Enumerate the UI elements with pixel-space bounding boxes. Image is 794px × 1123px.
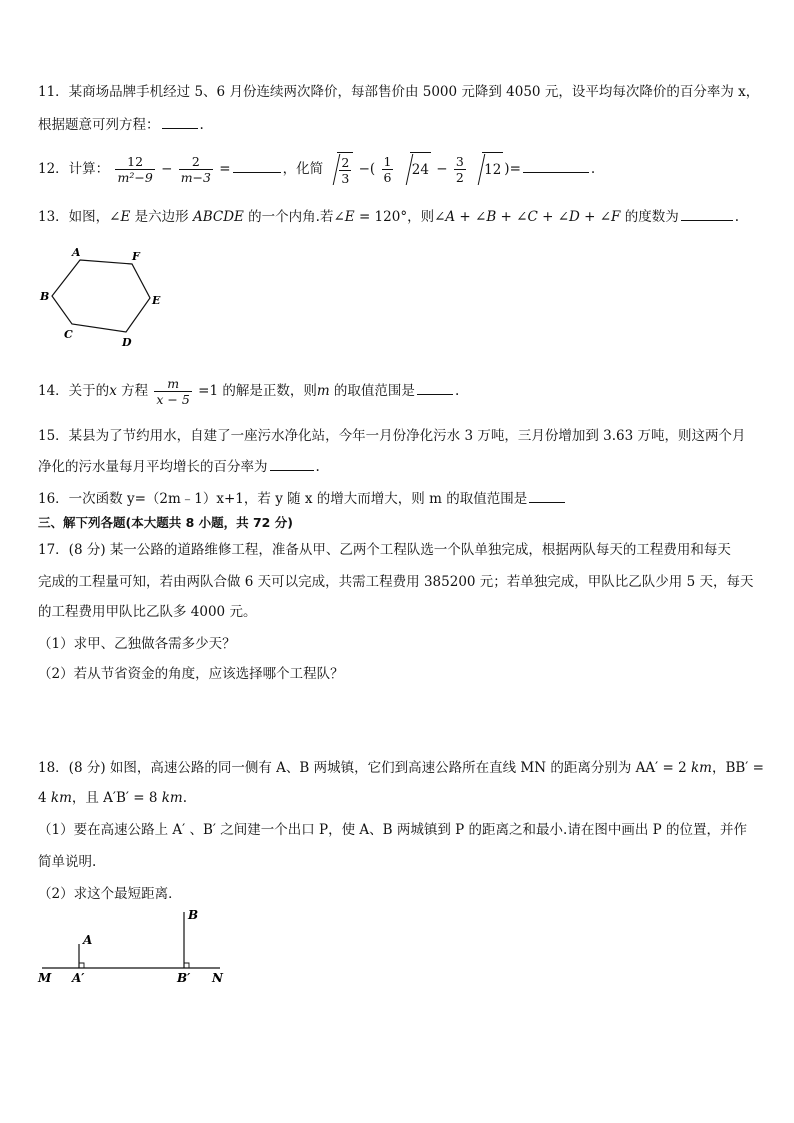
q14-post2: 的取值范围是 — [329, 383, 415, 399]
q12-line — [38, 152, 595, 187]
q12-answer-blank-1[interactable] — [233, 158, 281, 173]
q17-line2: 完成的工程量可知，若由两队合做 6 天可以完成，共需工程费用 385200 元；若单独完成，甲队比乙队少用 5 天，每天 — [38, 574, 754, 590]
q12-mid: ，化简 — [282, 161, 324, 177]
q12-r12: 12 — [482, 152, 503, 187]
q13-end: . — [734, 209, 739, 225]
q12-fraction-1 — [115, 154, 154, 185]
q14-post1: =1 的解是正数，则 — [193, 383, 317, 399]
q13-sum: A + ∠B + ∠C + ∠D + ∠F — [445, 209, 621, 225]
q13-pre: 13．如图，∠ — [38, 209, 121, 225]
q12-f1-den: m²−9 — [117, 170, 153, 185]
q12-minus: − — [161, 161, 173, 177]
q12-f2-num: 2 — [179, 154, 213, 170]
figure-label-a-prime: A′ — [72, 971, 85, 985]
q13-mid2: 的一个内角.若∠ — [243, 209, 345, 225]
q14-line — [38, 374, 459, 408]
q15-answer-blank[interactable] — [270, 456, 314, 471]
q12-equals: = — [219, 161, 231, 177]
q11-answer-blank[interactable] — [162, 114, 198, 129]
right-angle-b — [184, 963, 189, 968]
figure-label-a: A — [83, 933, 93, 947]
q12-r1-num: 2 — [341, 155, 350, 170]
figure-label-n: N — [212, 971, 223, 985]
hexagon-label-e: E — [152, 294, 161, 307]
q14-pre: 14．关于的 — [38, 383, 110, 399]
hexagon-label-f: F — [132, 250, 140, 263]
q18-line2-b: ，且 A′B′ = 8 — [71, 790, 162, 806]
q17-sub1: （1）求甲、乙独做各需多少天？ — [38, 636, 236, 652]
q14-fraction — [154, 376, 191, 407]
hexagon-label-c: C — [64, 328, 73, 341]
figure-label-b-prime: B′ — [177, 971, 191, 985]
q18-line1-mid: ，BB′ = — [711, 760, 764, 776]
q13-mid1: 是六边形 — [130, 209, 193, 225]
q14-end: . — [454, 383, 460, 399]
q12-f2-den: m−3 — [180, 170, 211, 185]
q12-radical-12 — [473, 152, 503, 187]
q12-f1-num: 12 — [115, 154, 154, 170]
q11-end: . — [199, 117, 204, 133]
q15-end: . — [315, 459, 320, 475]
q13-hex: ABCDE — [192, 209, 244, 225]
q12-end: . — [590, 161, 596, 177]
q14-num: m — [154, 376, 191, 392]
figure-label-m: M — [38, 971, 52, 985]
q15-line2-text: 净化的污水量每月平均增长的百分率为 — [38, 459, 268, 475]
q18-line1-text: 18．(8 分) 如图，高速公路的同一侧有 A、B 两城镇，它们到高速公路所在直线 MN 的距离分别为 AA′ = 2 — [38, 760, 691, 776]
q17-line1: 17．(8 分) 某一公路的道路维修工程，准备从甲、乙两个工程队选一个队单独完成，根据两队每天的工程费用和每天 — [38, 542, 731, 558]
q11-line1: 11．某商场品牌手机经过 5、6 月份连续两次降价，每部售价由 5000 元降到 4050 元，设平均每次降价的百分率为 x， — [38, 84, 760, 100]
q12-minus-3: − — [436, 161, 448, 177]
q14-answer-blank[interactable] — [417, 380, 453, 395]
hexagon-figure — [36, 244, 168, 350]
q18-sub1-line2: 简单说明. — [38, 854, 97, 870]
q12-close: )= — [504, 161, 521, 177]
q13-e2: E — [344, 209, 355, 225]
q14-m: m — [316, 383, 330, 399]
q12-r2-den: 6 — [383, 170, 392, 185]
hexagon-label-b: B — [40, 290, 50, 303]
q15-line2 — [38, 456, 320, 477]
q12-fraction-4 — [454, 154, 466, 185]
right-angle-a — [79, 963, 84, 968]
q18-line1 — [38, 758, 764, 778]
q12-answer-blank-2[interactable] — [523, 158, 589, 173]
q12-r1-den: 3 — [341, 171, 350, 186]
section-3-heading: 三、解下列各题(本大题共 8 小题，共 72 分) — [38, 515, 293, 530]
q16-line — [38, 488, 567, 509]
q12-r3-num: 3 — [455, 154, 464, 169]
q12-fraction-3 — [382, 154, 394, 185]
q12-radical-1 — [328, 152, 353, 187]
q17-sub2: （2）若从节省资金的角度，应该选择哪个工程队？ — [38, 666, 344, 682]
q18-line2 — [38, 788, 187, 808]
q14-mid: 方程 — [116, 383, 149, 399]
q12-r24: 24 — [410, 152, 431, 187]
q16-answer-blank[interactable] — [529, 488, 565, 503]
q13-mid3: = 120°，则∠ — [354, 209, 446, 225]
hexagon-label-a: A — [72, 246, 81, 259]
q16-text: 16．一次函数 y=（2m﹣1）x+1，若 y 随 x 的增大而增大，则 m 的取值范围是 — [38, 491, 528, 507]
q18-line2-a: 4 — [38, 790, 51, 806]
q13-answer-blank[interactable] — [681, 206, 733, 221]
q14-den: x − 5 — [156, 392, 190, 407]
q11-line2 — [38, 114, 204, 135]
q12-fraction-2 — [179, 154, 213, 185]
figure-label-b: B — [188, 908, 199, 922]
q18-line2-c: . — [182, 790, 188, 806]
hexagon-label-d: D — [122, 336, 132, 349]
q18-sub1-line1: （1）要在高速公路上 A′ 、B′ 之间建一个出口 P，使 A、B 两城镇到 P 的距离之和最小.请在图中画出 P 的位置，并作 — [38, 822, 748, 838]
q18-km-2: km — [50, 790, 72, 806]
hexagon-shape — [52, 260, 150, 332]
q18-km-3: km — [161, 790, 183, 806]
highway-figure — [34, 904, 234, 988]
q15-line1: 15．某县为了节约用水，自建了一座污水净化站，今年一月份净化污水 3 万吨，三月份增加到 3.63 万吨，则这两个月 — [38, 428, 746, 444]
q11-line2-text: 根据题意可列方程： — [38, 117, 160, 133]
q13-e: E — [120, 209, 131, 225]
q12-radical-24 — [401, 152, 431, 187]
q18-km-1: km — [690, 760, 712, 776]
q12-minus-2: −( — [358, 161, 376, 177]
q14-x: x — [109, 383, 117, 399]
q18-sub2: （2）求这个最短距离． — [38, 886, 182, 902]
q12-prefix: 12．计算： — [38, 161, 110, 177]
q17-line3: 的工程费用甲队比乙队多 4000 元。 — [38, 604, 257, 620]
q13-line — [38, 206, 739, 227]
q12-r3-den: 2 — [455, 170, 464, 185]
q12-r2-num: 1 — [383, 154, 392, 169]
q13-mid4: 的度数为 — [620, 209, 679, 225]
